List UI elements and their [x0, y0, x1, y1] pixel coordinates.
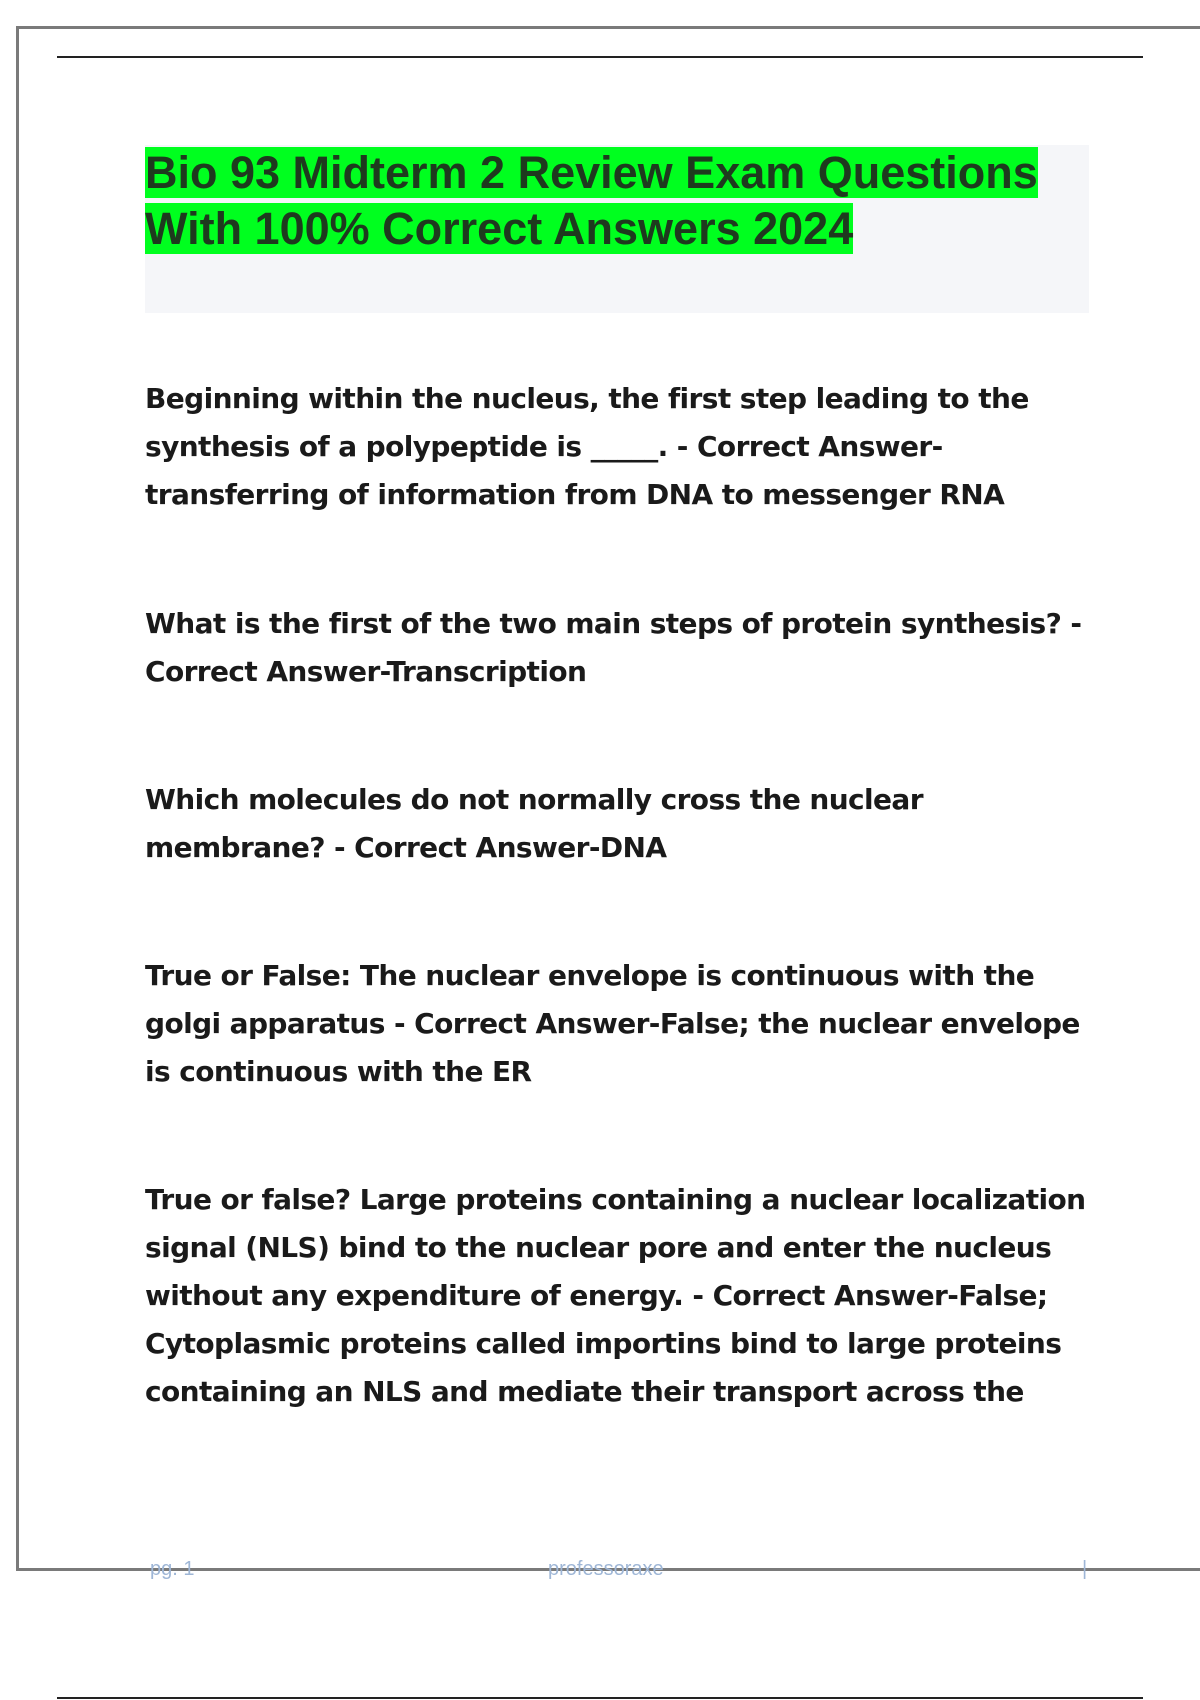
qa-item-5: True or false? Large proteins containing a nuclear localization signal (NLS) bind to the nuclear pore and enter the nucleus without any expenditure of energy. - Correct Answer-False; Cytoplasmic proteins called importins bind to large proteins containing an NLS and mediate their transport across the	[145, 1183, 1086, 1408]
footer-mark: |	[1082, 1558, 1088, 1580]
qa-item-3: Which molecules do not normally cross the nuclear membrane? - Correct Answer-DNA	[145, 783, 923, 864]
qa-item-4: True or False: The nuclear envelope is continuous with the golgi apparatus - Correct Answer-False; the nuclear envelope is continuous with the ER	[145, 959, 1080, 1088]
document-title	[145, 145, 1089, 257]
title-highlight: Bio 93 Midterm 2 Review Exam Questions With 100% Correct Answers 2024	[145, 147, 1038, 254]
footer-rule	[57, 1697, 1143, 1699]
footer-page-number: pg. 1	[150, 1558, 195, 1580]
footer-author: professoraxe	[548, 1558, 664, 1580]
qa-item-2: What is the first of the two main steps of protein synthesis? - Correct Answer-Transcription	[145, 607, 1082, 688]
qa-item-1: Beginning within the nucleus, the first step leading to the synthesis of a polypeptide is _____. - Correct Answer-transferring of information from DNA to messenger RNA	[145, 382, 1029, 511]
header-rule	[57, 56, 1143, 58]
title-block	[145, 145, 1089, 313]
